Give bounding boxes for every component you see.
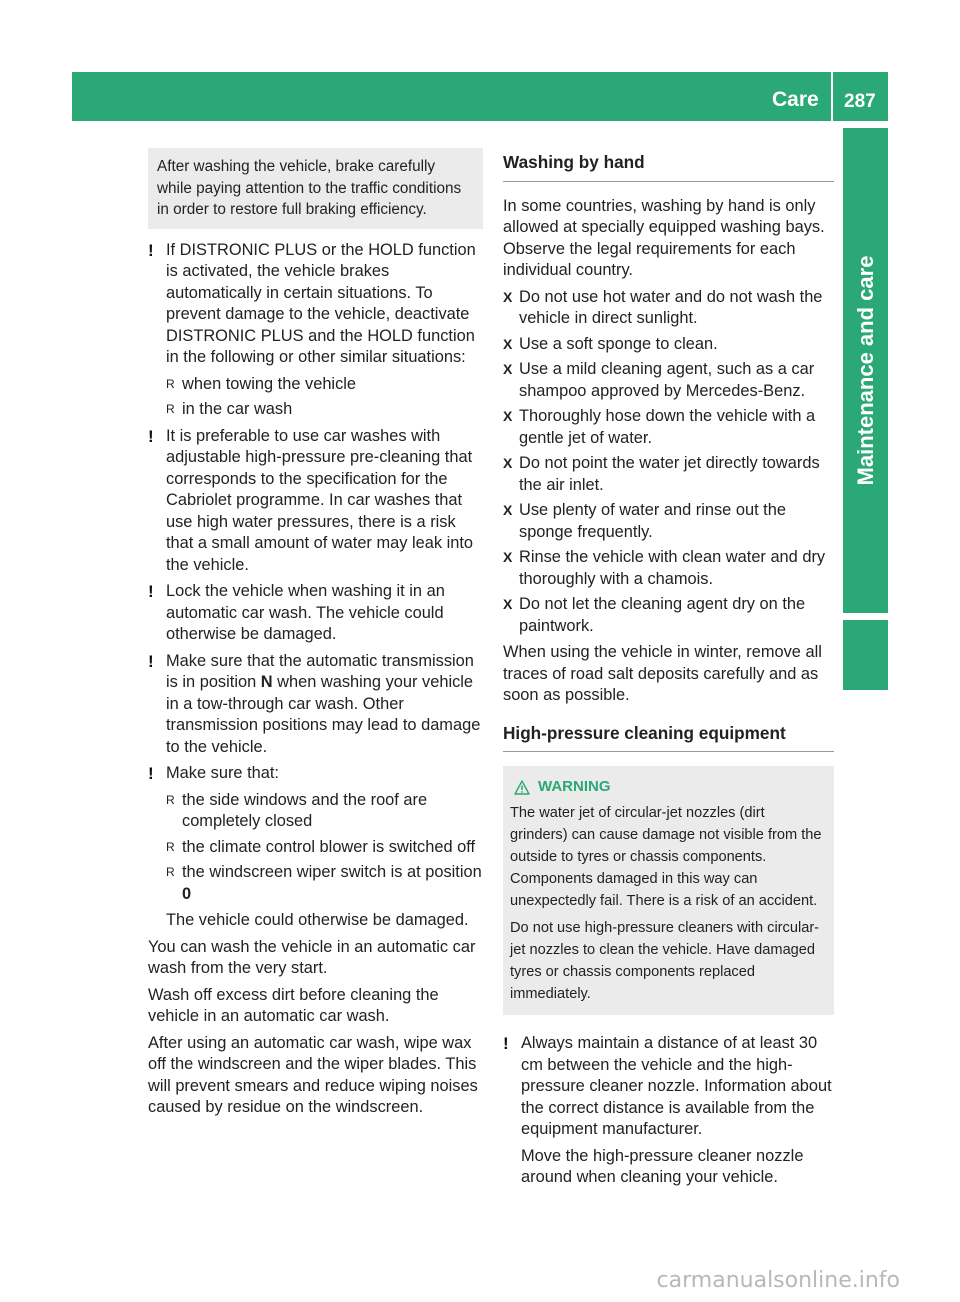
list-item-text: when towing the vehicle <box>182 374 357 393</box>
list-item <box>166 374 483 396</box>
x-step-icon: X <box>503 288 513 305</box>
caution-text: It is preferable to use car washes with adjustable high-pressure pre-cleaning that corresponds to the specification for the Cabriolet programme. In car washes that use high water pressures, there is a risk that a small amount of water may leak into the vehicle. <box>166 426 474 574</box>
page-number: 287 <box>844 91 876 112</box>
transmission-position: N <box>260 673 273 691</box>
list-item <box>166 399 483 421</box>
step-text: Use a soft sponge to clean. <box>519 334 718 353</box>
r-bullet-icon: R <box>166 402 175 416</box>
step-text: Use a mild cleaning agent, such as a car shampoo approved by Mercedes-Benz. <box>519 360 815 400</box>
step-text: Thoroughly hose down the vehicle with a gentle jet of water. <box>519 407 816 447</box>
r-bullet-icon: R <box>166 376 175 391</box>
section-heading-high-pressure: High-pressure cleaning equipment <box>503 723 834 753</box>
x-step-icon: X <box>503 455 513 471</box>
header-divider <box>831 72 833 121</box>
side-tab <box>843 128 888 613</box>
list-item-text: in the car wash <box>182 400 293 418</box>
step-text: Do not use hot water and do not wash the vehicle in direct sunlight. <box>519 287 823 327</box>
exclamation-icon: ! <box>148 651 154 671</box>
warning-box <box>503 766 834 1015</box>
list-item-text: the windscreen wiper switch is at position <box>182 863 482 881</box>
caution-text-part: Make sure that the automatic transmission is in position <box>166 651 474 691</box>
header-section-title: Care <box>772 88 819 111</box>
caution-text-part: when washing your vehicle in a tow-through car wash. Other transmission positions may lead to damage to the vehicle. <box>166 673 481 756</box>
intro-paragraph: In some countries, washing by hand is only allowed at specially equipped washing bays. Observe the legal requirements for each individual country. <box>503 196 825 279</box>
step-item <box>503 334 834 356</box>
x-step-icon: X <box>503 549 513 565</box>
caution-make-sure <box>148 763 483 932</box>
x-step-icon: X <box>503 408 513 424</box>
list-item <box>166 790 483 833</box>
caution-text: Lock the vehicle when washing it in an automatic car wash. The vehicle could otherwise be damaged. <box>166 582 445 643</box>
section-heading-washing-by-hand: Washing by hand <box>503 152 834 182</box>
warning-title <box>514 776 826 798</box>
watermark: carmanualsonline.info <box>656 1268 900 1293</box>
paragraph: After using an automatic car wash, wipe wax off the windscreen and the wiper blades. This will prevent smears and reduce wiping noises caused by residue on the windscreen. <box>148 1033 478 1116</box>
caution-text <box>166 651 483 759</box>
side-tab-label: Maintenance and care <box>852 255 878 486</box>
step-list <box>503 287 834 638</box>
caution-transmission <box>148 651 483 759</box>
step-text: Use plenty of water and rinse out the sponge frequently. <box>519 501 786 541</box>
step-item <box>503 406 834 449</box>
exclamation-icon: ! <box>148 582 154 601</box>
caution-distronic <box>148 240 483 421</box>
list-item-text: the side windows and the roof are completely closed <box>182 790 428 830</box>
caution-text: Make sure that: <box>166 764 279 782</box>
warning-text: Do not use high-pressure cleaners with circular-jet nozzles to clean the vehicle. Have damaged tyres or chassis components replaced immediately. <box>510 920 820 1002</box>
caution-distance <box>503 1033 834 1189</box>
step-item <box>503 547 834 590</box>
caution-text: Always maintain a distance of at least 30 cm between the vehicle and the high-pressure cleaner nozzle. Information about the correct distance is available from the equipment manufacturer. <box>521 1034 832 1138</box>
caution-lock <box>148 581 483 646</box>
paragraph: Wash off excess dirt before cleaning the vehicle in an automatic car wash. <box>148 985 439 1025</box>
list-item <box>166 862 483 905</box>
warning-title-text: WARNING <box>538 778 611 795</box>
step-item <box>503 500 834 543</box>
caution-text: If DISTRONIC PLUS or the HOLD function is activated, the vehicle brakes automatically in certain situations. To prevent damage to the vehicle, deactivate DISTRONIC PLUS and the HOLD function in the following or other similar situations: <box>166 240 476 366</box>
caution-car-wash <box>148 426 483 577</box>
side-block <box>843 620 888 690</box>
winter-paragraph: When using the vehicle in winter, remove all traces of road salt deposits carefully and as soon as possible. <box>503 643 822 704</box>
list-item <box>166 837 483 859</box>
step-item <box>503 594 834 637</box>
note-box <box>148 148 483 229</box>
paragraph: You can wash the vehicle in an automatic car wash from the very start. <box>148 937 476 977</box>
x-step-icon: X <box>503 596 513 612</box>
left-column <box>148 148 483 1124</box>
wiper-position: 0 <box>182 884 192 903</box>
exclamation-icon: ! <box>148 426 154 446</box>
step-item <box>503 359 834 402</box>
warning-text: The water jet of circular-jet nozzles (dirt grinders) can cause damage not visible from the outside to tyres or chassis components. Components damaged in this way can unexpectedly fail. There is a risk of an accident. <box>510 805 822 909</box>
list-item-text: the climate control blower is switched off <box>182 837 476 856</box>
r-bullet-icon: R <box>166 792 175 807</box>
step-text: Rinse the vehicle with clean water and dry thoroughly with a chamois. <box>519 548 826 588</box>
x-step-icon: X <box>503 361 513 377</box>
step-item <box>503 287 834 330</box>
warning-triangle-icon <box>514 780 530 795</box>
bullet-list <box>166 790 483 906</box>
r-bullet-icon: R <box>166 839 175 854</box>
exclamation-icon: ! <box>148 240 154 260</box>
exclamation-icon: ! <box>503 1034 509 1053</box>
step-text: Do not let the cleaning agent dry on the paintwork. <box>519 595 806 635</box>
note-text: After washing the vehicle, brake carefully while paying attention to the traffic conditions in order to restore full braking efficiency. <box>157 158 462 218</box>
right-column <box>503 148 834 1194</box>
caution-after-text: The vehicle could otherwise be damaged. <box>166 911 469 929</box>
x-step-icon: X <box>503 335 513 352</box>
exclamation-icon: ! <box>148 764 154 783</box>
r-bullet-icon: R <box>166 865 175 879</box>
header-bar <box>72 72 888 121</box>
x-step-icon: X <box>503 502 513 518</box>
caution-text: Move the high-pressure cleaner nozzle around when cleaning your vehicle. <box>521 1146 804 1186</box>
bullet-list <box>166 374 483 421</box>
step-item <box>503 453 834 496</box>
step-text: Do not point the water jet directly towards the air inlet. <box>519 454 820 494</box>
